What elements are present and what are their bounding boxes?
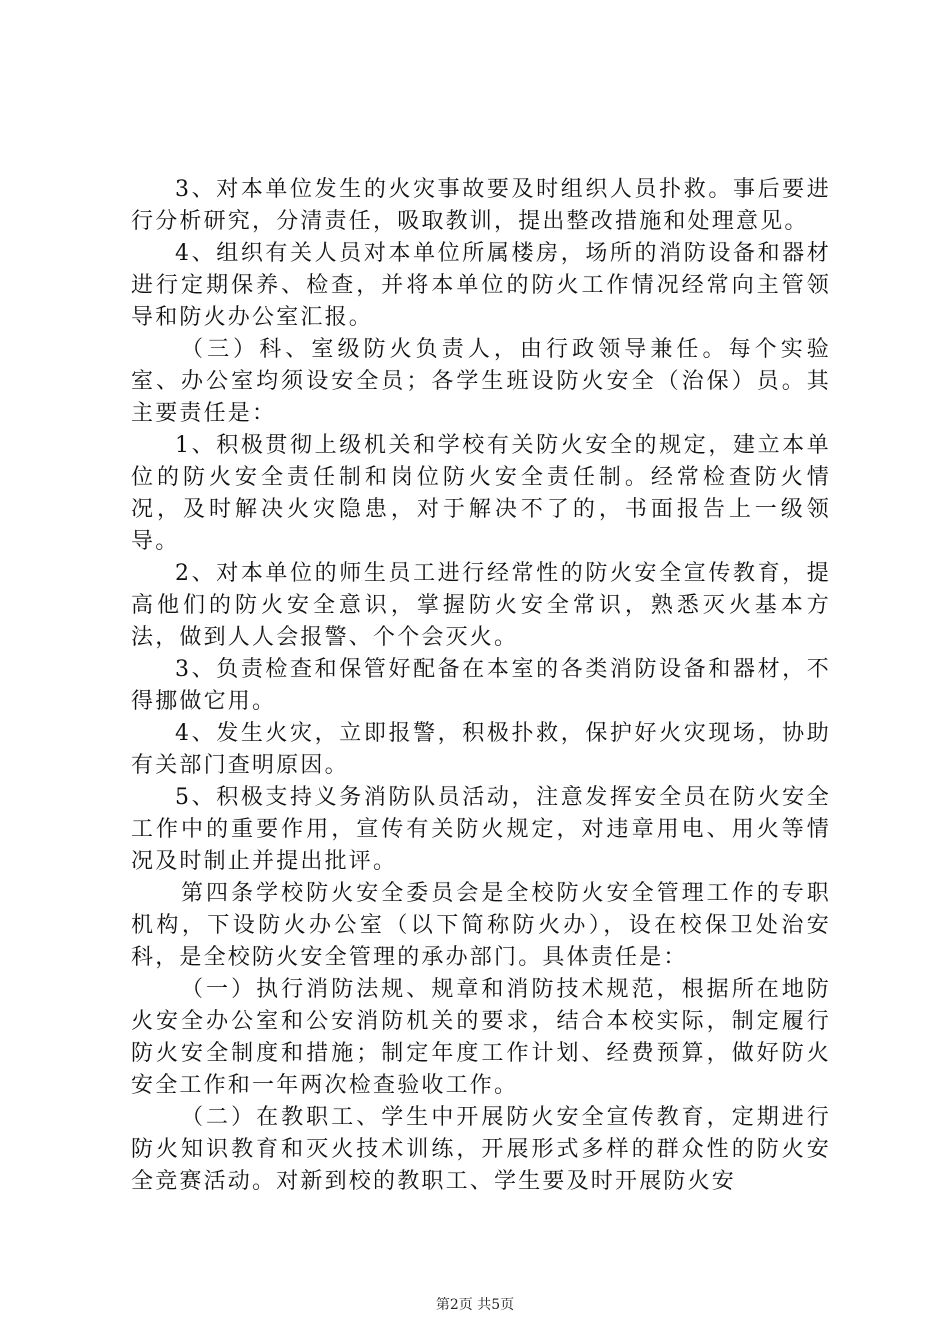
paragraph-item-4-fire-response: 4、发生火灾，立即报警，积极扑救，保护好火灾现场，协助有关部门查明原因。 — [131, 721, 831, 778]
paragraph-section-3-department-officer: （三）科、室级防火负责人，由行政领导兼任。每个实验室、办公室均须设安全员；各学生班设防火安全（治保）员。其主要责任是： — [131, 337, 831, 426]
paragraph-item-1-implement-rules: 1、积极贯彻上级机关和学校有关防火安全的规定，建立本单位的防火安全责任制和岗位防火安全责任制。经常检查防火情况，及时解决火灾隐患，对于解决不了的，书面报告上一级领导。 — [131, 433, 831, 554]
paragraph-item-3-equipment-custody: 3、负责检查和保管好配备在本室的各类消防设备和器材，不得挪做它用。 — [131, 657, 831, 714]
page-number-footer: 第2页 共5页 — [435, 1297, 515, 1313]
paragraph-item-3-fire-rescue: 3、对本单位发生的火灾事故要及时组织人员扑救。事后要进行分析研究，分清责任，吸取教训，提出整改措施和处理意见。 — [131, 177, 831, 234]
paragraph-item-4-equipment-maintenance: 4、组织有关人员对本单位所属楼房，场所的消防设备和器材进行定期保养、检查，并将本单位的防火工作情况经常向主管领导和防火办公室汇报。 — [131, 241, 831, 330]
document-body — [131, 174, 831, 1198]
paragraph-section-2-education: （二）在教职工、学生中开展防火安全宣传教育，定期进行防火知识教育和灭火技术训练，开展形式多样的群众性的防火安全竞赛活动。对新到校的教职工、学生要及时开展防火安 — [131, 1105, 831, 1194]
paragraph-item-2-safety-education: 2、对本单位的师生员工进行经常性的防火安全宣传教育，提高他们的防火安全意识，掌握防火安全常识，熟悉灭火基本方法，做到人人会报警、个个会灭火。 — [131, 561, 831, 650]
paragraph-item-5-volunteer-support: 5、积极支持义务消防队员活动，注意发挥安全员在防火安全工作中的重要作用，宣传有关防火规定，对违章用电、用火等情况及时制止并提出批评。 — [131, 785, 831, 874]
paragraph-article-4-committee: 第四条学校防火安全委员会是全校防火安全管理工作的专职机构，下设防火办公室（以下简称防火办），设在校保卫处治安科，是全校防火安全管理的承办部门。具体责任是： — [131, 881, 831, 970]
paragraph-section-1-regulations: （一）执行消防法规、规章和消防技术规范，根据所在地防火安全办公室和公安消防机关的要求，结合本校实际，制定履行防火安全制度和措施；制定年度工作计划、经费预算，做好防火安全工作和一年两次检查验收工作。 — [131, 977, 831, 1098]
